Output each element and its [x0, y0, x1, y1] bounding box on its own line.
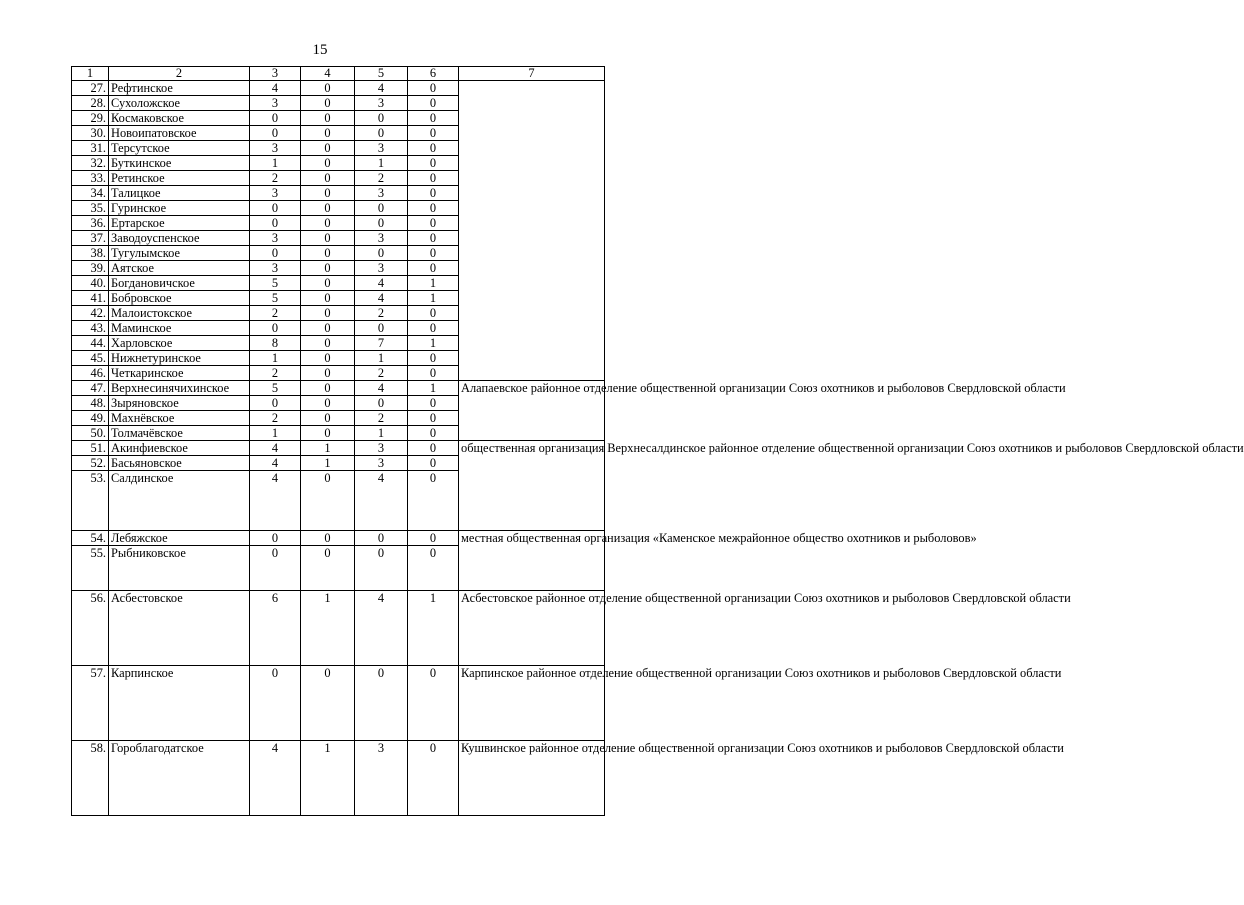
value-col-6: 0	[408, 186, 459, 201]
value-col-3: 1	[250, 426, 301, 441]
value-col-5: 2	[355, 366, 408, 381]
value-col-4: 0	[301, 531, 355, 546]
row-number: 37.	[72, 231, 109, 246]
row-number: 39.	[72, 261, 109, 276]
territory-name: Малоистокское	[109, 306, 250, 321]
value-col-6: 0	[408, 231, 459, 246]
row-number: 33.	[72, 171, 109, 186]
organization-empty	[459, 81, 605, 381]
table-body	[72, 66, 1244, 816]
page-number: 15	[312, 42, 328, 58]
value-col-3: 4	[250, 81, 301, 96]
value-col-4: 0	[301, 231, 355, 246]
territory-name: Терсутское	[109, 141, 250, 156]
value-col-3: 1	[250, 156, 301, 171]
value-col-6: 0	[408, 81, 459, 96]
row-number: 29.	[72, 111, 109, 126]
value-col-5: 0	[355, 396, 408, 411]
value-col-5: 4	[355, 591, 408, 666]
value-col-5: 3	[355, 141, 408, 156]
row-number: 49.	[72, 411, 109, 426]
value-col-6: 0	[408, 201, 459, 216]
value-col-6: 0	[408, 126, 459, 141]
row-number: 44.	[72, 336, 109, 351]
territory-name: Лебяжское	[109, 531, 250, 546]
value-col-6: 0	[408, 246, 459, 261]
territory-name: Рыбниковское	[109, 546, 250, 591]
row-number: 45.	[72, 351, 109, 366]
value-col-4: 0	[301, 111, 355, 126]
row-number: 55.	[72, 546, 109, 591]
value-col-6: 0	[408, 141, 459, 156]
value-col-3: 8	[250, 336, 301, 351]
column-header-6: 6	[408, 67, 459, 81]
value-col-3: 5	[250, 291, 301, 306]
value-col-6: 0	[408, 96, 459, 111]
value-col-6: 0	[408, 531, 459, 546]
value-col-6: 0	[408, 111, 459, 126]
table-row	[72, 591, 605, 666]
territory-name: Талицкое	[109, 186, 250, 201]
territory-name: Бобровское	[109, 291, 250, 306]
row-number: 56.	[72, 591, 109, 666]
value-col-4: 0	[301, 306, 355, 321]
value-col-6: 0	[408, 441, 459, 456]
row-number: 35.	[72, 201, 109, 216]
territory-name: Верхнесинячихинское	[109, 381, 250, 396]
row-number: 43.	[72, 321, 109, 336]
column-header-1: 1	[72, 67, 109, 81]
row-number: 52.	[72, 456, 109, 471]
value-col-5: 4	[355, 381, 408, 396]
territory-name: Новоипатовское	[109, 126, 250, 141]
value-col-3: 3	[250, 186, 301, 201]
table-row	[72, 666, 605, 741]
territory-name: Четкаринское	[109, 366, 250, 381]
territory-name: Зыряновское	[109, 396, 250, 411]
value-col-4: 1	[301, 456, 355, 471]
value-col-5: 4	[355, 276, 408, 291]
value-col-5: 0	[355, 666, 408, 741]
value-col-3: 6	[250, 591, 301, 666]
value-col-5: 3	[355, 441, 408, 456]
value-col-4: 0	[301, 261, 355, 276]
territory-name: Толмачёвское	[109, 426, 250, 441]
value-col-5: 0	[355, 546, 408, 591]
value-col-5: 4	[355, 471, 408, 531]
value-col-6: 0	[408, 351, 459, 366]
value-col-4: 0	[301, 126, 355, 141]
organization-kamensk: местная общественная организация «Каменское межрайонное общество охотников и рыболовов»	[459, 531, 605, 591]
value-col-4: 0	[301, 171, 355, 186]
value-col-4: 0	[301, 546, 355, 591]
organization-karpinsk: Карпинское районное отделение общественной организации Союз охотников и рыболовов Свердловской области	[459, 666, 605, 741]
value-col-4: 0	[301, 666, 355, 741]
hunting-grounds-table	[71, 66, 1244, 816]
territory-name: Ретинское	[109, 171, 250, 186]
value-col-4: 0	[301, 471, 355, 531]
value-col-4: 0	[301, 81, 355, 96]
territory-name: Сухоложское	[109, 96, 250, 111]
value-col-5: 1	[355, 351, 408, 366]
territory-name: Нижнетуринское	[109, 351, 250, 366]
column-header-2: 2	[109, 67, 250, 81]
value-col-4: 0	[301, 426, 355, 441]
value-col-6: 0	[408, 666, 459, 741]
table-row	[72, 741, 605, 816]
value-col-6: 1	[408, 591, 459, 666]
territory-name: Махнёвское	[109, 411, 250, 426]
value-col-5: 1	[355, 156, 408, 171]
row-number: 34.	[72, 186, 109, 201]
territory-name: Акинфиевское	[109, 441, 250, 456]
column-header-7: 7	[459, 67, 605, 81]
value-col-6: 0	[408, 321, 459, 336]
value-col-5: 0	[355, 201, 408, 216]
value-col-3: 0	[250, 546, 301, 591]
value-col-4: 0	[301, 246, 355, 261]
value-col-3: 0	[250, 126, 301, 141]
value-col-4: 0	[301, 186, 355, 201]
value-col-5: 3	[355, 261, 408, 276]
header-row	[72, 67, 605, 81]
territory-name: Ертарское	[109, 216, 250, 231]
value-col-3: 0	[250, 666, 301, 741]
value-col-6: 0	[408, 411, 459, 426]
row-number: 41.	[72, 291, 109, 306]
column-header-5: 5	[355, 67, 408, 81]
value-col-4: 0	[301, 381, 355, 396]
table-row	[72, 381, 605, 396]
territory-name: Богдановичское	[109, 276, 250, 291]
value-col-3: 0	[250, 111, 301, 126]
territory-name: Аятское	[109, 261, 250, 276]
value-col-5: 3	[355, 741, 408, 816]
value-col-6: 0	[408, 546, 459, 591]
territory-name: Буткинское	[109, 156, 250, 171]
row-number: 48.	[72, 396, 109, 411]
value-col-5: 0	[355, 126, 408, 141]
value-col-5: 0	[355, 216, 408, 231]
value-col-3: 2	[250, 411, 301, 426]
value-col-3: 0	[250, 246, 301, 261]
table-row	[72, 441, 605, 456]
value-col-4: 0	[301, 336, 355, 351]
value-col-4: 0	[301, 291, 355, 306]
row-number: 32.	[72, 156, 109, 171]
value-col-4: 1	[301, 591, 355, 666]
territory-name: Харловское	[109, 336, 250, 351]
value-col-4: 0	[301, 201, 355, 216]
column-header-3: 3	[250, 67, 301, 81]
value-col-5: 3	[355, 456, 408, 471]
value-col-5: 0	[355, 321, 408, 336]
value-col-6: 0	[408, 456, 459, 471]
value-col-3: 0	[250, 531, 301, 546]
value-col-3: 4	[250, 471, 301, 531]
value-col-3: 0	[250, 321, 301, 336]
organization-verkhnesaldinsk: общественная организация Верхнесалдинское районное отделение общественной организации Союз охотников и рыболовов Свердловской области	[459, 441, 605, 531]
value-col-4: 0	[301, 411, 355, 426]
value-col-3: 5	[250, 276, 301, 291]
territory-name: Гуринское	[109, 201, 250, 216]
row-number: 38.	[72, 246, 109, 261]
value-col-3: 2	[250, 306, 301, 321]
value-col-5: 2	[355, 171, 408, 186]
value-col-6: 1	[408, 381, 459, 396]
value-col-5: 4	[355, 81, 408, 96]
value-col-6: 1	[408, 291, 459, 306]
row-number: 53.	[72, 471, 109, 531]
value-col-6: 0	[408, 216, 459, 231]
territory-name: Маминское	[109, 321, 250, 336]
value-col-5: 3	[355, 96, 408, 111]
value-col-6: 0	[408, 156, 459, 171]
value-col-5: 2	[355, 306, 408, 321]
territory-name: Карпинское	[109, 666, 250, 741]
value-col-3: 3	[250, 231, 301, 246]
value-col-5: 3	[355, 231, 408, 246]
value-col-3: 4	[250, 441, 301, 456]
territory-name: Гороблагодатское	[109, 741, 250, 816]
value-col-5: 1	[355, 426, 408, 441]
value-col-4: 0	[301, 141, 355, 156]
territory-name: Асбестовское	[109, 591, 250, 666]
value-col-3: 5	[250, 381, 301, 396]
value-col-3: 0	[250, 216, 301, 231]
territory-name: Басьяновское	[109, 456, 250, 471]
territory-name: Заводоуспенское	[109, 231, 250, 246]
value-col-4: 0	[301, 156, 355, 171]
value-col-3: 4	[250, 456, 301, 471]
value-col-6: 1	[408, 336, 459, 351]
territory-name: Салдинское	[109, 471, 250, 531]
value-col-3: 3	[250, 96, 301, 111]
row-number: 54.	[72, 531, 109, 546]
table-row	[72, 531, 605, 546]
value-col-6: 0	[408, 171, 459, 186]
value-col-6: 0	[408, 471, 459, 531]
value-col-4: 0	[301, 276, 355, 291]
value-col-5: 3	[355, 186, 408, 201]
value-col-6: 0	[408, 261, 459, 276]
value-col-3: 3	[250, 141, 301, 156]
value-col-3: 0	[250, 201, 301, 216]
value-col-5: 0	[355, 111, 408, 126]
row-number: 58.	[72, 741, 109, 816]
value-col-3: 3	[250, 261, 301, 276]
value-col-4: 1	[301, 741, 355, 816]
territory-name: Рефтинское	[109, 81, 250, 96]
organization-alapaevsk: Алапаевское районное отделение общественной организации Союз охотников и рыболовов Свердловской области	[459, 381, 605, 441]
column-header-4: 4	[301, 67, 355, 81]
row-number: 28.	[72, 96, 109, 111]
value-col-6: 1	[408, 276, 459, 291]
value-col-5: 7	[355, 336, 408, 351]
organization-kushva: Кушвинское районное отделение общественной организации Союз охотников и рыболовов Свердловской области	[459, 741, 605, 816]
value-col-3: 0	[250, 396, 301, 411]
value-col-3: 4	[250, 741, 301, 816]
row-number: 27.	[72, 81, 109, 96]
value-col-4: 0	[301, 366, 355, 381]
value-col-6: 0	[408, 366, 459, 381]
row-number: 31.	[72, 141, 109, 156]
value-col-6: 0	[408, 306, 459, 321]
value-col-3: 1	[250, 351, 301, 366]
value-col-6: 0	[408, 741, 459, 816]
row-number: 30.	[72, 126, 109, 141]
organization-asbest: Асбестовское районное отделение общественной организации Союз охотников и рыболовов Свердловской области	[459, 591, 605, 666]
value-col-5: 2	[355, 411, 408, 426]
value-col-5: 0	[355, 246, 408, 261]
row-number: 42.	[72, 306, 109, 321]
value-col-4: 0	[301, 351, 355, 366]
row-number: 47.	[72, 381, 109, 396]
territory-name: Тугулымское	[109, 246, 250, 261]
row-number: 57.	[72, 666, 109, 741]
row-number: 46.	[72, 366, 109, 381]
territory-name: Космаковское	[109, 111, 250, 126]
value-col-4: 1	[301, 441, 355, 456]
row-number: 36.	[72, 216, 109, 231]
value-col-5: 4	[355, 291, 408, 306]
value-col-4: 0	[301, 396, 355, 411]
row-number: 40.	[72, 276, 109, 291]
value-col-5: 0	[355, 531, 408, 546]
value-col-6: 0	[408, 426, 459, 441]
value-col-4: 0	[301, 321, 355, 336]
row-number: 51.	[72, 441, 109, 456]
value-col-3: 2	[250, 171, 301, 186]
value-col-6: 0	[408, 396, 459, 411]
table-row	[72, 81, 605, 96]
row-number: 50.	[72, 426, 109, 441]
value-col-4: 0	[301, 216, 355, 231]
value-col-4: 0	[301, 96, 355, 111]
value-col-3: 2	[250, 366, 301, 381]
